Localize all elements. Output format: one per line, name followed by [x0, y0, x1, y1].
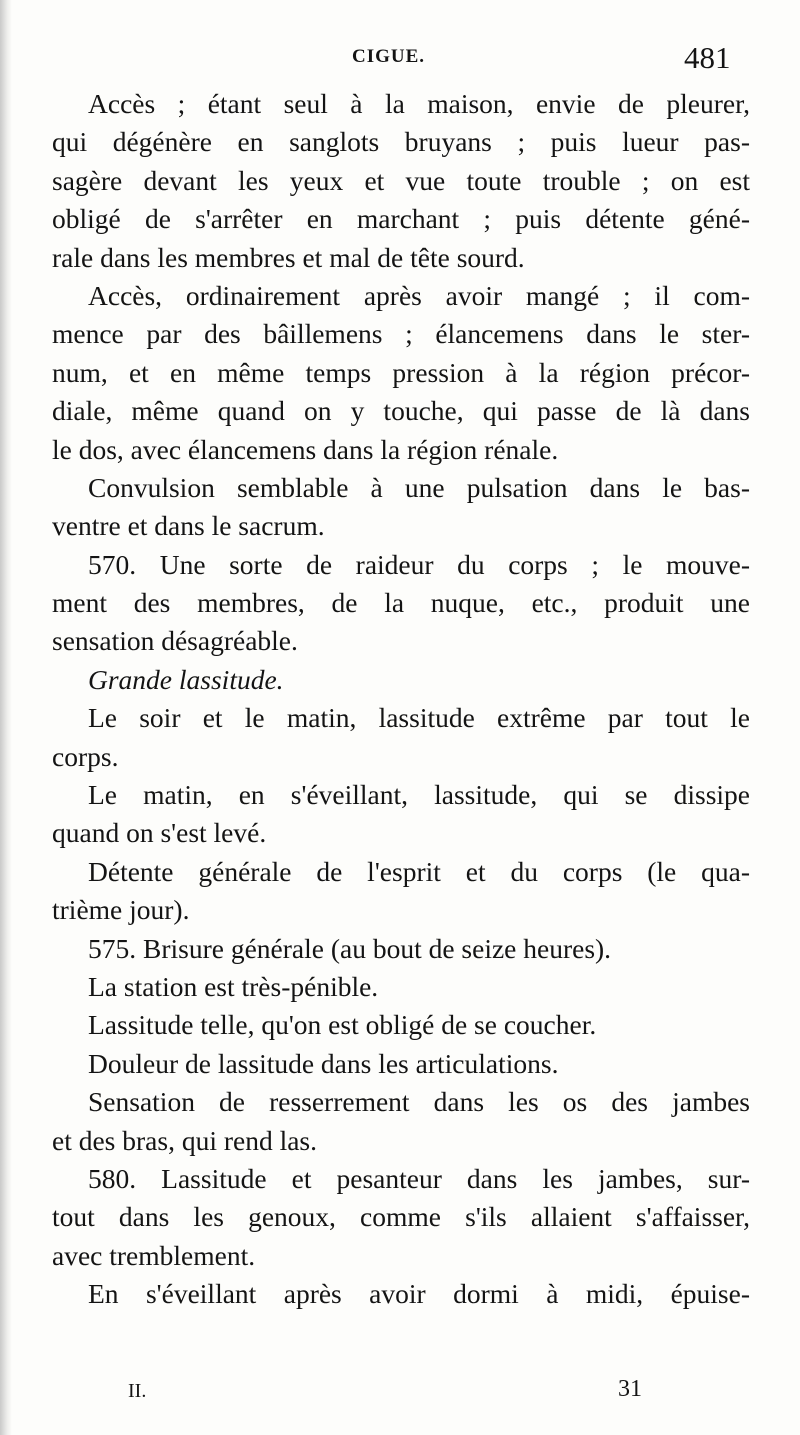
page-number: 481 [684, 40, 731, 75]
text-line: tout dans les genoux, comme s'ils allaient s'affaisser, [52, 1201, 750, 1233]
text-line: Détente générale de l'esprit et du corps (le qua- [88, 855, 750, 887]
text-line: diale, même quand on y touche, qui passe de là dans [52, 395, 750, 427]
text-line: sensation désagréable. [52, 625, 298, 657]
text-line: sagère devant les yeux et vue toute trouble ; on est [52, 164, 750, 196]
page-gutter-edge [0, 0, 12, 1435]
text-line: obligé de s'arrêter en marchant ; puis détente géné- [52, 203, 750, 235]
text-line: corps. [52, 740, 119, 772]
text-line: En s'éveillant après avoir dormi à midi, épuise- [88, 1278, 750, 1310]
text-line: Accès, ordinairement après avoir mangé ; il com- [88, 279, 750, 311]
text-line: 580. Lassitude et pesanteur dans les jambes, sur- [88, 1162, 750, 1194]
body-text [52, 85, 750, 1314]
text-line: Accès ; étant seul à la maison, envie de pleurer, [88, 88, 750, 119]
text-line: Grande lassitude. [88, 663, 284, 695]
text-line: ventre et dans le sacrum. [52, 510, 325, 542]
text-line: Lassitude telle, qu'on est obligé de se coucher. [88, 1009, 597, 1041]
text-line: ment des membres, de la nuque, etc., produit une [52, 587, 750, 619]
page-footer [0, 1376, 800, 1410]
text-line: Convulsion semblable à une pulsation dans le bas- [88, 471, 750, 503]
text-line: 575. Brisure générale (au bout de seize heures). [88, 932, 612, 964]
text-line: Le soir et le matin, lassitude extrême par tout le [88, 702, 750, 734]
running-head-title: CIGUE. [352, 46, 426, 67]
text-line: quand on s'est levé. [52, 817, 267, 849]
text-line: le dos, avec élancemens dans la région rénale. [52, 433, 559, 465]
text-line: trième jour). [52, 894, 190, 926]
text-line: mence par des bâillemens ; élancemens dans le ster- [52, 318, 750, 350]
text-line: La station est très-pénible. [88, 970, 379, 1002]
text-line: 570. Une sorte de raideur du corps ; le mouve- [88, 548, 750, 580]
text-line: qui dégénère en sanglots bruyans ; puis lueur pas- [52, 126, 750, 158]
text-line: Le matin, en s'éveillant, lassitude, qui se dissipe [88, 779, 750, 811]
running-head [0, 40, 800, 80]
signature-mark: II. [128, 1380, 147, 1402]
text-line: et des bras, qui rend las. [52, 1124, 317, 1156]
text-line: Douleur de lassitude dans les articulations. [88, 1047, 559, 1079]
footer-folio: 31 [618, 1376, 642, 1402]
text-line: num, et en même temps pression à la région précor- [52, 356, 750, 388]
text-line: avec tremblement. [52, 1239, 256, 1271]
text-line: Sensation de resserrement dans les os des jambes [88, 1086, 750, 1118]
text-line: rale dans les membres et mal de tête sourd. [52, 241, 525, 273]
